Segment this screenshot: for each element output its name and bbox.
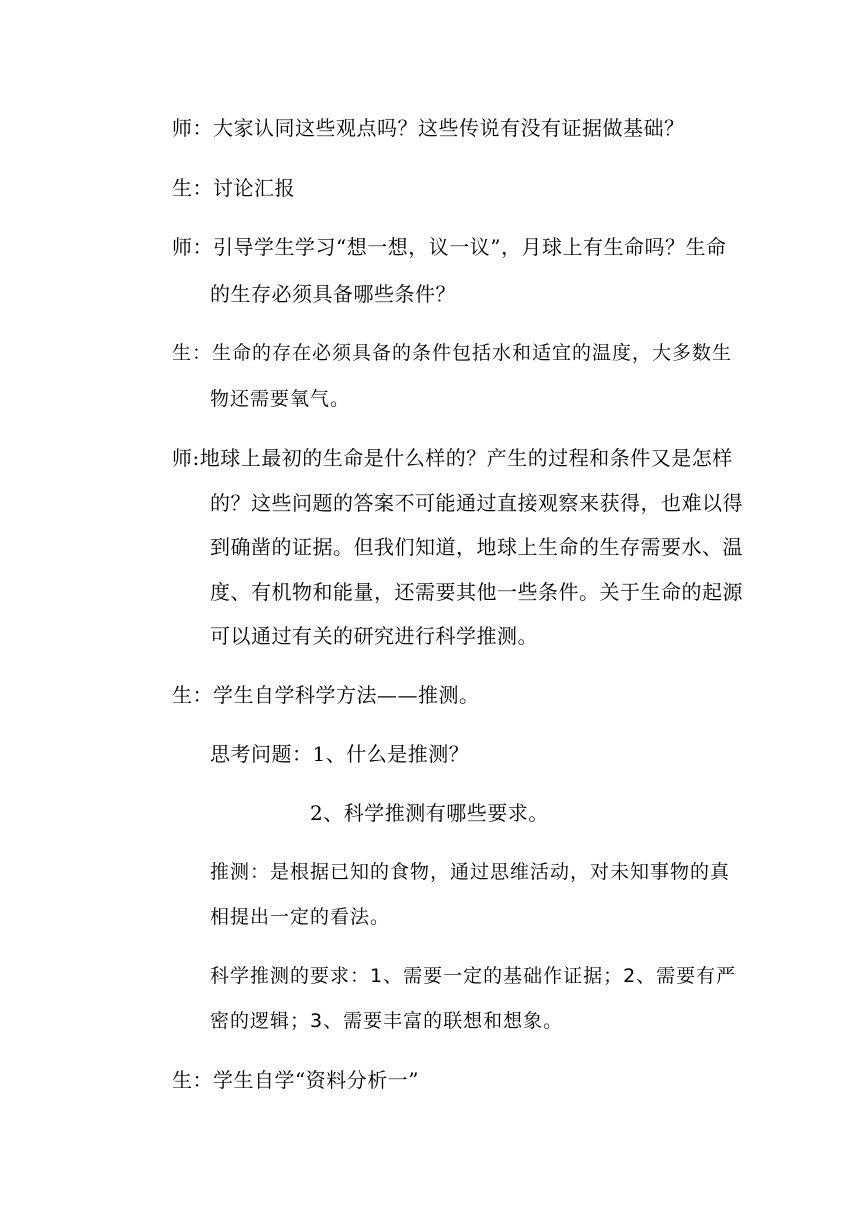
paragraph-inference-requirements-line-1: 科学推测的要求：1、需要一定的基础作证据；2、需要有严 (210, 965, 737, 987)
paragraph-teacher-origin-line-1: 师:地球上最初的生命是什么样的？产生的过程和条件又是怎样 (172, 446, 733, 470)
paragraph-student-method: 生：学生自学科学方法——推测。 (172, 683, 480, 707)
paragraph-student-self-study: 生：学生自学“资料分析一” (172, 1068, 419, 1092)
paragraph-teacher-guide-line-2: 的生存必须具备哪些条件？ (210, 282, 456, 306)
paragraph-inference-definition-line-2: 相提出一定的看法。 (210, 906, 391, 928)
paragraph-student-conditions-line-1: 生：生命的存在必须具备的条件包括水和适宜的温度，大多数生 (172, 342, 733, 364)
paragraph-teacher-origin-line-3: 到确凿的证据。但我们知道，地球上生命的生存需要水、温 (210, 535, 743, 559)
paragraph-think-question-2: 2、科学推测有哪些要求。 (310, 801, 549, 825)
paragraph-inference-definition-line-1: 推测：是根据已知的食物，通过思维活动，对未知事物的真 (210, 861, 731, 883)
paragraph-think-question-1: 思考问题：1、什么是推测？ (210, 742, 470, 766)
paragraph-teacher-origin-line-4: 度、有机物和能量，还需要其他一些条件。关于生命的起源 (210, 580, 743, 604)
paragraph-teacher-guide-line-1: 师：引导学生学习“想一想，议一议”，月球上有生命吗？生命 (172, 235, 727, 259)
paragraph-teacher-origin-line-2: 的？这些问题的答案不可能通过直接观察来获得，也难以得 (210, 491, 743, 515)
paragraph-inference-requirements-line-2: 密的逻辑；3、需要丰富的联想和想象。 (210, 1010, 564, 1032)
paragraph-teacher-origin-line-5: 可以通过有关的研究进行科学推测。 (210, 624, 538, 648)
paragraph-teacher-question: 师：大家认同这些观点吗？这些传说有没有证据做基础？ (172, 116, 685, 140)
paragraph-student-discussion: 生：讨论汇报 (172, 176, 295, 200)
paragraph-student-conditions-line-2: 物还需要氧气。 (210, 388, 351, 410)
